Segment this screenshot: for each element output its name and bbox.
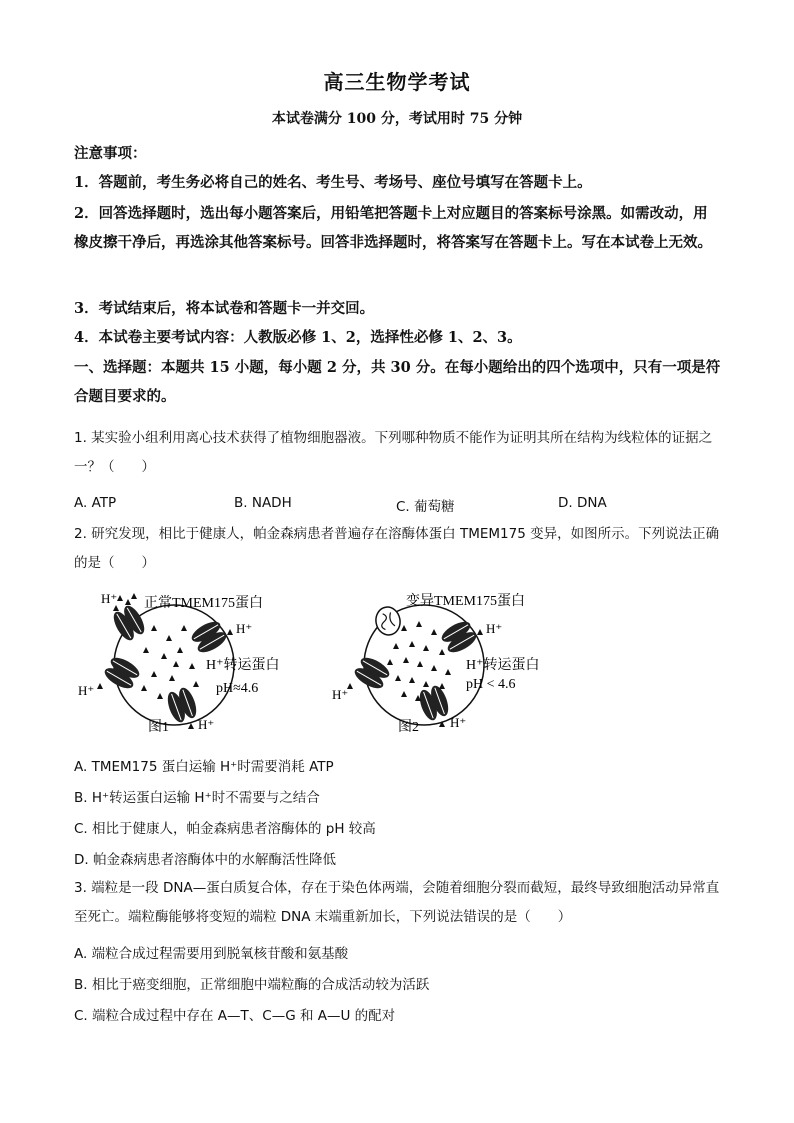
fig1-h-label-2: H⁺: [236, 621, 253, 636]
q2-option-b: B. H⁺转运蛋白运输 H⁺时不需要与之结合: [74, 790, 320, 806]
fig2-h-label-3: H⁺: [450, 715, 467, 730]
fig2-caption: 图2: [398, 720, 419, 735]
q1-option-c: C. 葡萄糖: [396, 499, 455, 515]
fig1-protein-label: 正常TMEM175蛋白: [144, 596, 263, 611]
figure-2-diagram: [332, 592, 540, 735]
notice-item-2: 2．回答选择题时，选出每小题答案后，用铅笔把答题卡上对应题目的答案标号涂黑。如需改动，用橡皮擦干净后，再选涂其他答案标号。回答非选择题时，将答案写在答题卡上。写在本试卷上无效。: [74, 205, 712, 251]
question-1-stem: 1. 某实验小组利用离心技术获得了植物细胞器液。下列哪种物质不能作为证明其所在结构为线粒体的证据之一？（ ）: [74, 430, 713, 475]
exam-subtitle: 本试卷满分 100 分，考试用时 75 分钟: [271, 111, 523, 127]
fig1-h-label-4: H⁺: [198, 717, 215, 732]
q2-option-a: A. TMEM175 蛋白运输 H⁺时需要消耗 ATP: [74, 759, 334, 775]
q2-option-d: D. 帕金森病患者溶酶体中的水解酶活性降低: [74, 852, 336, 868]
section-heading: 一、选择题：本题共 15 小题，每小题 2 分，共 30 分。在每小题给出的四个选项中，只有一项是符合题目要求的。: [74, 359, 721, 405]
q1-option-a: A. ATP: [74, 495, 117, 511]
fig1-h-label-3: H⁺: [78, 683, 95, 698]
fig1-transporter-label: H⁺转运蛋白: [206, 658, 280, 673]
lysosome-figure: [74, 585, 634, 745]
fig2-protein-label: 变异TMEM175蛋白: [406, 594, 525, 609]
question-3-stem: 3. 端粒是一段 DNA—蛋白质复合体，存在于染色体两端，会随着细胞分裂而截短，最终导致细胞活动异常直至死亡。端粒酶能够将变短的端粒 DNA 末端重新加长，下列说法错误的是（ ）: [74, 880, 720, 925]
notice-heading: 注意事项：: [74, 145, 147, 162]
fig2-h-label-1: H⁺: [486, 621, 503, 636]
q1-option-d: D. DNA: [558, 495, 607, 511]
fig1-h-label-1: H⁺: [101, 591, 118, 606]
q3-option-c: C. 端粒合成过程中存在 A—T、C—G 和 A—U 的配对: [74, 1008, 396, 1024]
question-2-stem: 2. 研究发现，相比于健康人，帕金森病患者普遍存在溶酶体蛋白 TMEM175 变异，如图所示。下列说法正确的是（ ）: [74, 526, 720, 571]
q3-option-b: B. 相比于癌变细胞，正常细胞中端粒酶的合成活动较为活跃: [74, 977, 430, 993]
q1-option-b: B. NADH: [234, 495, 292, 511]
q3-option-a: A. 端粒合成过程需要用到脱氧核苷酸和氨基酸: [74, 946, 349, 962]
figure-1-diagram: [78, 591, 280, 735]
fig2-h-label-2: H⁺: [332, 687, 349, 702]
fig1-caption: 图1: [148, 720, 169, 735]
notice-item-1: 1．答题前，考生务必将自己的姓名、考生号、考场号、座位号填写在答题卡上。: [74, 174, 592, 191]
fig1-ph-label: pH≈4.6: [216, 681, 259, 696]
notice-item-3: 3．考试结束后，将本试卷和答题卡一并交回。: [74, 300, 375, 317]
fig2-transporter-label: H⁺转运蛋白: [466, 658, 540, 673]
notice-item-4: 4．本试卷主要考试内容：人教版必修 1、2，选择性必修 1、2、3。: [74, 329, 522, 346]
q2-option-c: C. 相比于健康人，帕金森病患者溶酶体的 pH 较高: [74, 821, 376, 837]
fig2-ph-label: pH < 4.6: [466, 677, 516, 692]
page-title: 高三生物学考试: [323, 70, 471, 94]
